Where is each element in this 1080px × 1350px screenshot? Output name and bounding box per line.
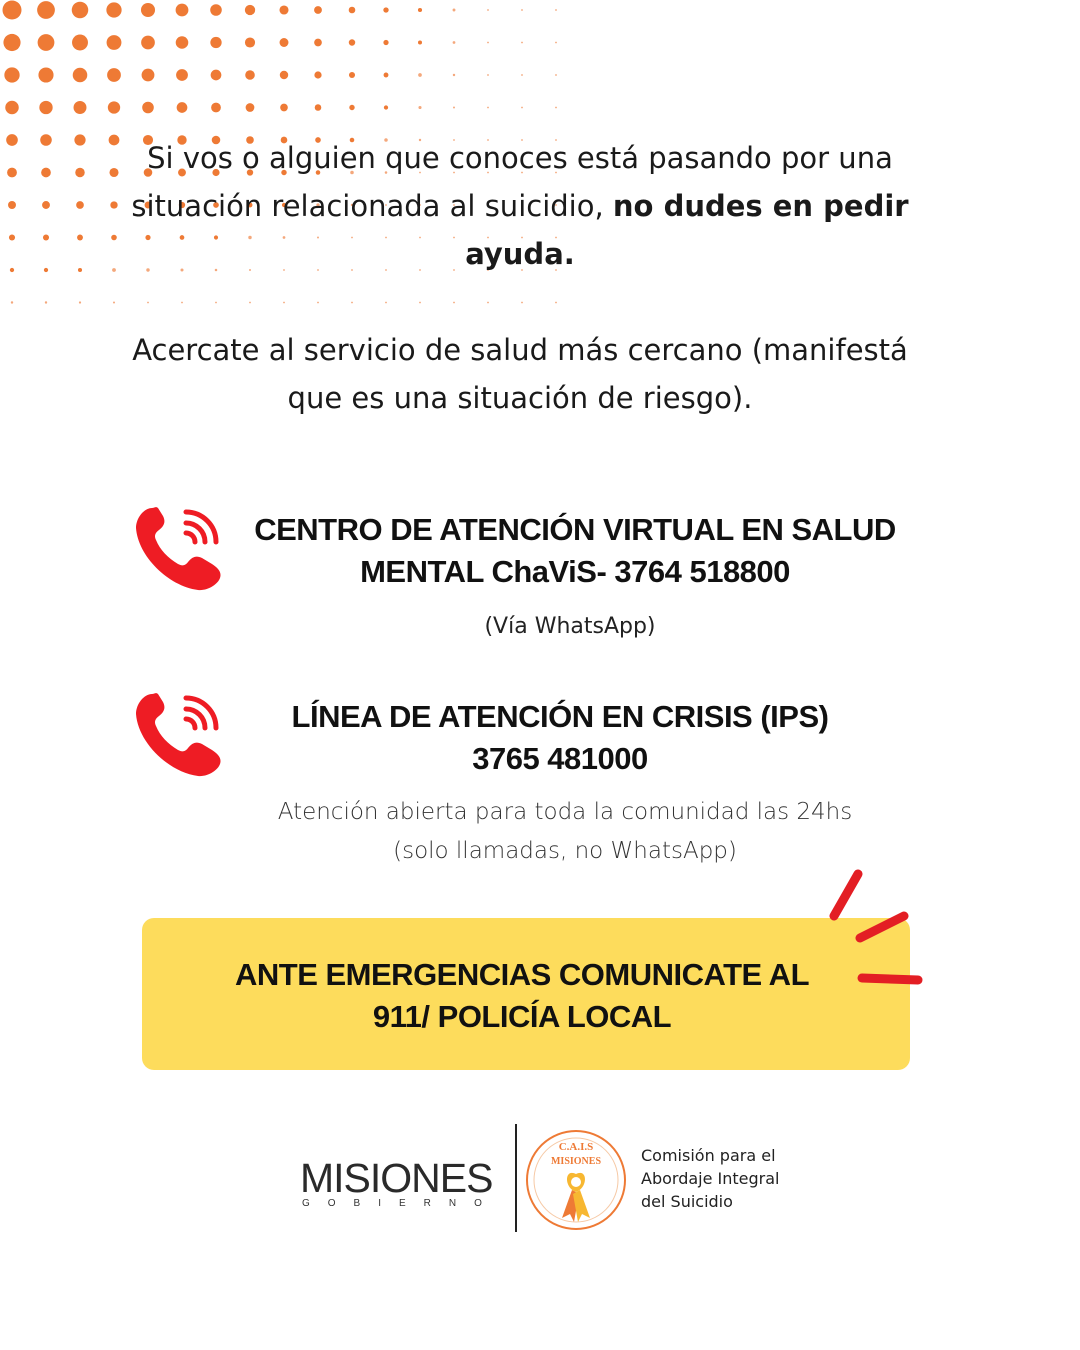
decorative-dot (77, 235, 83, 241)
hotline-ips-note-line1: Atención abierta para toda la comunidad las 24hs (277, 799, 853, 825)
decorative-dot (74, 101, 87, 114)
footer-logos (0, 1120, 1080, 1240)
cais-description (641, 1144, 811, 1213)
misiones-logo-text: MISIONES (300, 1155, 493, 1201)
decorative-dot (111, 235, 117, 241)
decorative-dot (280, 38, 289, 47)
decorative-dot (418, 106, 421, 109)
decorative-dot (43, 234, 49, 240)
decorative-dot (106, 2, 121, 17)
decorative-dot (42, 201, 50, 209)
decorative-dot (384, 105, 388, 109)
decorative-dot (314, 71, 321, 78)
decorative-dot (141, 3, 155, 17)
emergency-line1: ANTE EMERGENCIAS COMUNICATE AL (235, 957, 809, 992)
decorative-dot (9, 234, 15, 240)
footer-divider (515, 1124, 517, 1232)
emphasis-burst-icon (820, 862, 940, 1002)
decorative-dot (419, 302, 421, 304)
decorative-dot (181, 302, 183, 304)
decorative-dot (4, 67, 19, 82)
decorative-dot (453, 107, 455, 109)
decorative-dot (349, 105, 354, 110)
hotline-chavis-title-line2: MENTAL ChaViS- 3764 518800 (360, 554, 790, 589)
decorative-dot (521, 302, 523, 304)
decorative-dot (44, 268, 48, 272)
decorative-dot (107, 68, 121, 82)
cais-badge-mid-text: MISIONES (550, 1156, 602, 1167)
decorative-dot (6, 134, 18, 146)
misiones-gobierno-logo (300, 1156, 510, 1216)
decorative-dot (555, 107, 557, 109)
decorative-dot (453, 302, 455, 304)
emergency-callout (142, 918, 910, 1070)
decorative-dot (40, 134, 52, 146)
decorative-dot (74, 134, 85, 145)
decorative-dot (314, 39, 322, 47)
decorative-dot (385, 302, 387, 304)
decorative-dot (37, 1, 55, 19)
decorative-dot (108, 101, 120, 113)
hotline-ips-note-line2: (solo llamadas, no WhatsApp) (393, 838, 737, 864)
decorative-dot (210, 4, 222, 16)
decorative-dot (453, 74, 455, 76)
decorative-dot (246, 103, 255, 112)
decorative-dot (215, 302, 217, 304)
decorative-dot (41, 168, 51, 178)
decorative-dot (107, 35, 122, 50)
hotline-chavis-title (230, 509, 920, 593)
cais-desc-line3: del Suicidio (641, 1192, 733, 1211)
decorative-dot (210, 37, 221, 48)
decorative-dot (453, 9, 456, 12)
decorative-dot (280, 104, 288, 112)
decorative-dot (112, 268, 116, 272)
decorative-dot (418, 73, 422, 77)
decorative-dot (8, 201, 16, 209)
hotline-ips-title (230, 696, 890, 780)
decorative-dot (555, 302, 557, 304)
decorative-dot (76, 201, 84, 209)
decorative-dot (176, 4, 189, 17)
decorative-dot (418, 8, 422, 12)
decorative-dot (211, 70, 222, 81)
decorative-dot (487, 9, 489, 11)
hotline-chavis-title-line1: CENTRO DE ATENCIÓN VIRTUAL EN SALUD (254, 512, 896, 547)
advice-message: Acercate al servicio de salud más cercano (manifestá que es una situación de riesgo). (132, 333, 908, 415)
decorative-dot (351, 302, 353, 304)
decorative-dot (317, 302, 319, 304)
decorative-dot (45, 301, 47, 303)
decorative-dot (142, 69, 155, 82)
decorative-dot (487, 42, 489, 44)
decorative-dot (38, 34, 55, 51)
decorative-dot (555, 9, 557, 11)
emergency-line2: 911/ POLICÍA LOCAL (372, 999, 672, 1034)
decorative-dot (141, 36, 155, 50)
decorative-dot (113, 301, 115, 303)
decorative-dot (245, 37, 255, 47)
decorative-dot (7, 168, 17, 178)
decorative-dot (555, 74, 557, 76)
emergency-text (182, 954, 862, 1038)
intro-text: Si vos o alguien que conoces está pasando por una situación relacionada al suicidio, (131, 141, 893, 223)
decorative-dot (147, 302, 149, 304)
decorative-dot (245, 5, 255, 15)
decorative-dot (315, 104, 322, 111)
decorative-dot (249, 302, 251, 304)
gobierno-logo-text: GOBIERNO (302, 1198, 500, 1209)
decorative-dot (73, 68, 88, 83)
decorative-dot (279, 5, 288, 14)
decorative-dot (521, 42, 523, 44)
decorative-dot (110, 201, 117, 208)
decorative-dot (521, 107, 523, 109)
decorative-dot (418, 41, 422, 45)
decorative-dot (109, 168, 118, 177)
decorative-dot (314, 6, 322, 14)
decorative-dot (176, 69, 188, 81)
decorative-dot (487, 74, 489, 76)
hotline-ips-title-line1: LÍNEA DE ATENCIÓN EN CRISIS (IPS) (291, 699, 829, 734)
decorative-dot (349, 7, 356, 14)
decorative-dot (211, 103, 221, 113)
decorative-dot (349, 72, 355, 78)
decorative-dot (177, 102, 188, 113)
decorative-dot (39, 101, 52, 114)
decorative-dot (72, 35, 88, 51)
decorative-dot (79, 301, 81, 303)
decorative-dot (349, 39, 355, 45)
decorative-dot (10, 268, 14, 272)
phone-icon (130, 684, 230, 784)
decorative-dot (280, 71, 288, 79)
cais-desc-line2: Abordaje Integral (641, 1169, 780, 1188)
decorative-dot (176, 36, 189, 49)
decorative-dot (453, 41, 456, 44)
decorative-dot (521, 74, 523, 76)
decorative-dot (555, 42, 557, 44)
decorative-dot (383, 40, 388, 45)
decorative-dot (3, 1, 22, 20)
phone-icon (130, 498, 230, 598)
decorative-dot (142, 102, 154, 114)
decorative-dot (75, 168, 84, 177)
decorative-dot (78, 268, 82, 272)
decorative-dot (245, 70, 255, 80)
decorative-dot (72, 2, 89, 19)
cais-desc-line1: Comisión para el (641, 1146, 776, 1165)
decorative-dot (283, 302, 285, 304)
hotline-chavis-note: (Vía WhatsApp) (484, 614, 656, 639)
decorative-dot (487, 107, 489, 109)
decorative-dot (3, 34, 20, 51)
decorative-dot (383, 7, 388, 12)
hotline-ips-title-line2: 3765 481000 (472, 741, 648, 776)
cais-badge-icon (524, 1128, 628, 1232)
decorative-dot (384, 73, 389, 78)
decorative-dot (521, 9, 523, 11)
decorative-dot (38, 67, 53, 82)
cais-badge-top-text: C.A.I.S (558, 1141, 594, 1153)
decorative-dot (5, 101, 18, 114)
decorative-dot (487, 302, 489, 304)
decorative-dot (109, 135, 120, 146)
decorative-dot (11, 301, 13, 303)
intro-message (120, 134, 920, 278)
hotline-ips-note (230, 793, 900, 871)
intro-emphasis: no dudes en pedir ayuda. (465, 189, 909, 271)
